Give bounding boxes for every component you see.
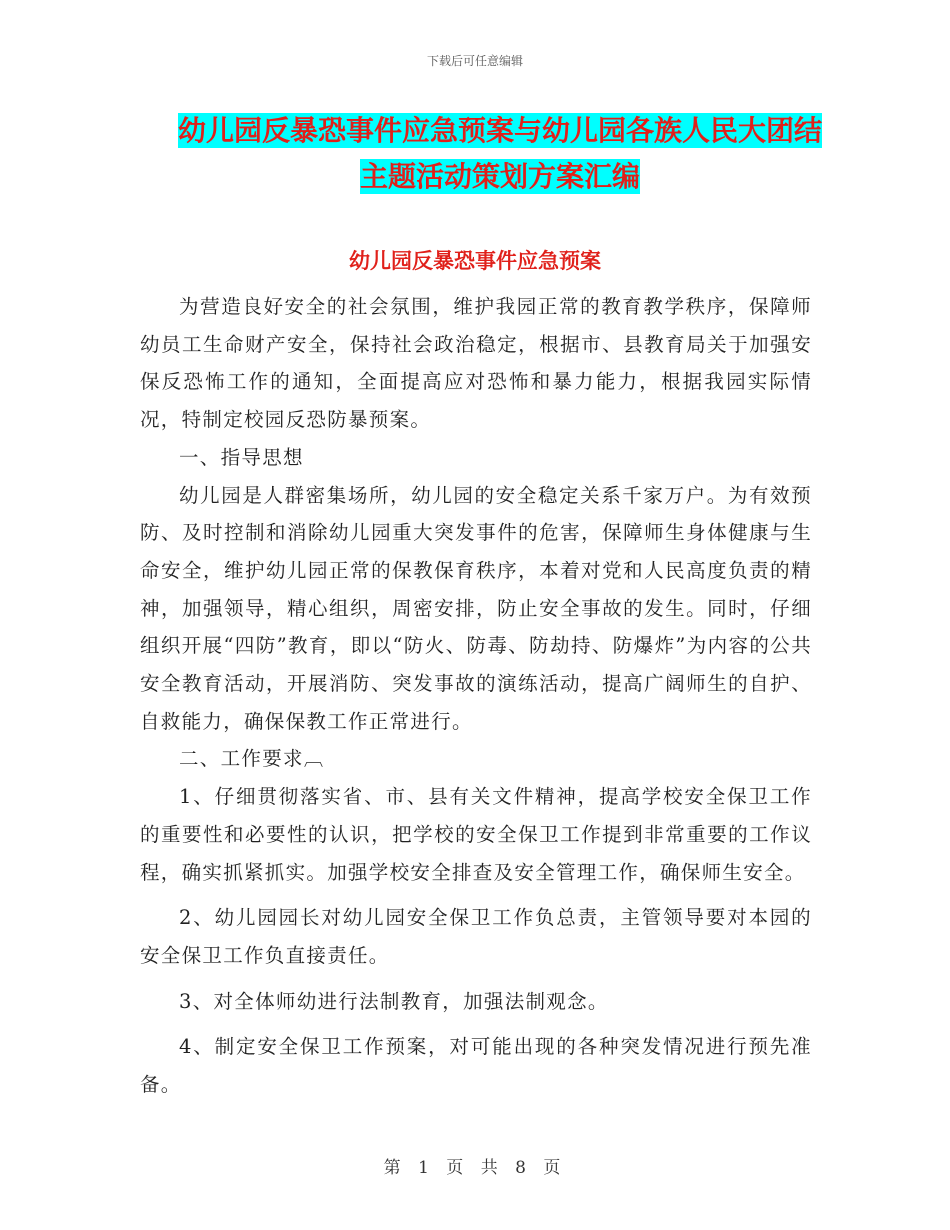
- paragraph-requirement-1: 1、仔细贯彻落实省、市、县有关文件精神，提高学校安全保卫工作的重要性和必要性的认识，把学校的安全保卫工作提到非常重要的工作议程，确实抓紧抓实。加强学校安全排查及安全管理工作，确保师生安全。: [140, 785, 812, 884]
- paragraph-requirement-4: 4、制定安全保卫工作预案，对可能出现的各种突发情况进行预先准备。: [140, 1035, 812, 1097]
- document-title-line-2: 主题活动策划方案汇编: [359, 160, 640, 193]
- paragraph-requirement-2: 2、幼儿园园长对幼儿园安全保卫工作负总责，主管领导要对本园的安全保卫工作负直接责任。: [140, 906, 812, 967]
- document-title: [140, 108, 860, 200]
- paragraph-intro: 为营造良好安全的社会氛围，维护我园正常的教育教学秩序，保障师幼员工生命财产安全，保持社会政治稳定，根据市、县教育局关于加强安保反恐怖工作的通知，全面提高应对恐怖和暴力能力，根据我园实际情况，特制定校园反恐防暴预案。: [140, 295, 812, 432]
- paragraph-guiding-thought: 幼儿园是人群密集场所，幼儿园的安全稳定关系千家万户。为有效预防、及时控制和消除幼儿园重大突发事件的危害，保障师生身体健康与生命安全，维护幼儿园正常的保教保育秩序，本着对党和人民高度负责的精神，加强领导，精心组织，周密安排，防止安全事故的发生。同时，仔细组织开展“四防”教育，即以“防火、防毒、防劫持、防爆炸”为内容的公共安全教育活动，开展消防、突发事故的演练活动，提高广阔师生的自护、自救能力，确保保教工作正常进行。: [140, 483, 812, 733]
- heading-work-requirements: 二、工作要求︹: [179, 747, 325, 771]
- document-body: [140, 288, 812, 1104]
- page-number-footer: 第 1 页 共 8 页: [383, 1158, 567, 1178]
- section-title: 幼儿园反暴恐事件应急预案: [349, 249, 601, 273]
- heading-guiding-thought: 一、指导思想: [179, 445, 304, 469]
- header-note: 下载后可任意编辑: [426, 54, 523, 68]
- document-title-line-1: 幼儿园反暴恐事件应急预案与幼儿园各族人民大团结: [177, 114, 822, 147]
- paragraph-requirement-3: 3、对全体师幼进行法制教育，加强法制观念。: [179, 989, 609, 1013]
